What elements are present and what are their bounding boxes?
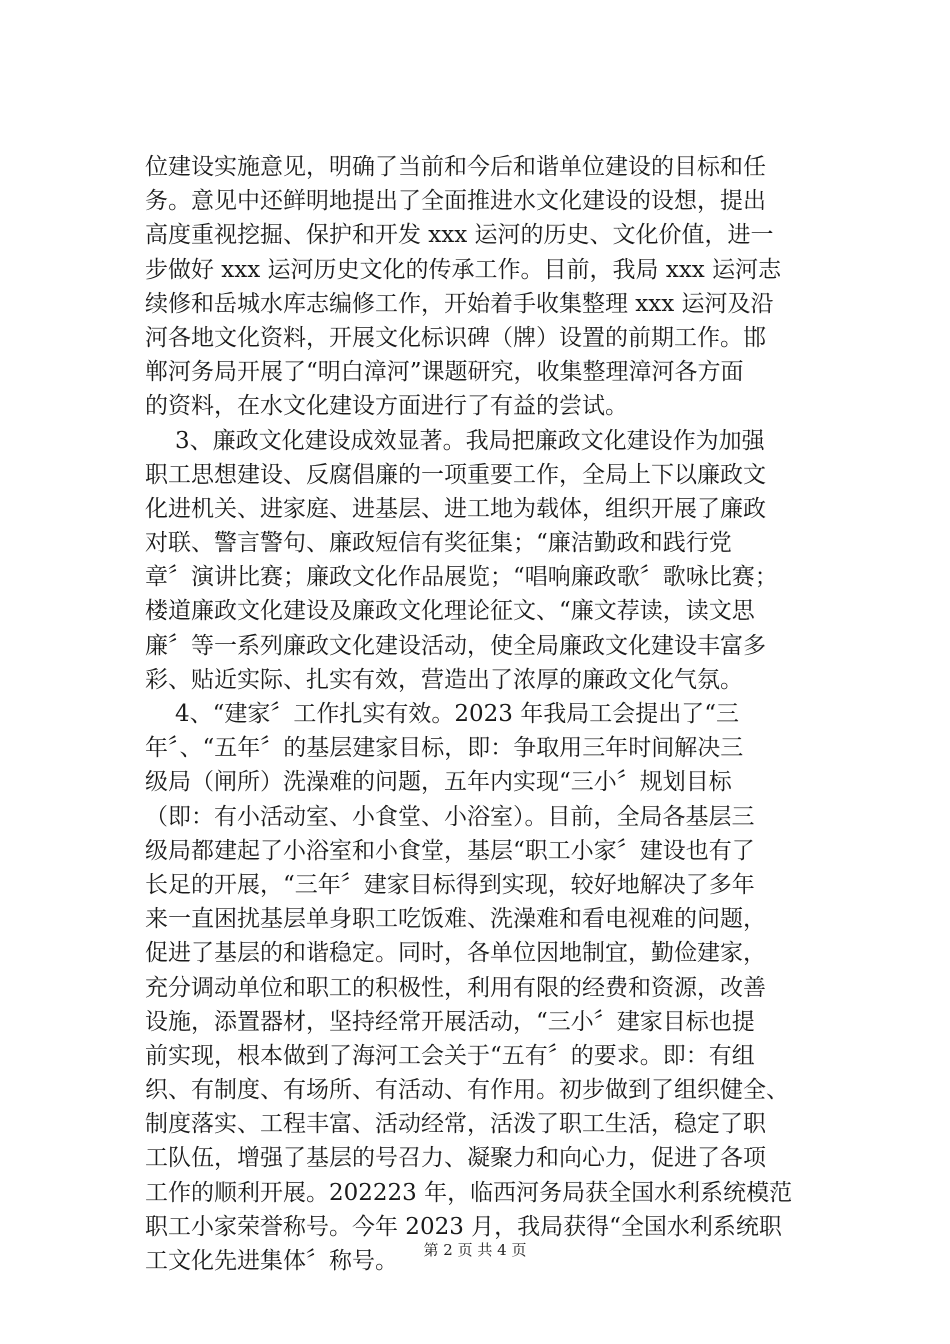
text-line: 制度落实、工程丰富、活动经常，活泼了职工生活，稳定了职 — [145, 1111, 766, 1138]
text-line: 充分调动单位和职工的积极性，利用有限的经费和资源，改善 — [145, 974, 766, 1001]
text-line: 织、有制度、有场所、有活动、有作用。初步做到了组织健全、 — [145, 1077, 789, 1104]
text-line: 续修和岳城水库志编修工作，开始着手收集整理 xxx 运河及沿 — [145, 290, 774, 317]
text-line: 章〞演讲比赛；廉政文化作品展览；“唱响廉政歌〞歌咏比赛； — [145, 564, 778, 591]
text-line: 工作的顺利开展。202223 年，临西河务局获全国水利系统模范 — [145, 1179, 793, 1206]
text-line: 职工小家荣誉称号。今年 2023 月，我局获得“全国水利系统职 — [145, 1213, 782, 1240]
text-line: 彩、贴近实际、扎实有效，营造出了浓厚的廉政文化气氛。 — [145, 666, 743, 693]
paragraph-3-first-line: 3、廉政文化建设成效显著。我局把廉政文化建设作为加强 — [175, 427, 765, 454]
text-line: 楼道廉政文化建设及廉政文化理论征文、“廉文荐读，读文思 — [145, 598, 755, 625]
text-line: 级局（闸所）洗澡难的问题，五年内实现“三小〞规划目标 — [145, 769, 732, 796]
text-line: 步做好 xxx 运河历史文化的传承工作。目前，我局 xxx 运河志 — [145, 256, 782, 283]
text-line: 位建设实施意见，明确了当前和今后和谐单位建设的目标和任 — [145, 154, 766, 180]
text-line: 郸河务局开展了“明白漳河”课题研究，收集整理漳河各方面 — [145, 359, 744, 386]
document-body — [145, 150, 815, 1278]
text-line: 工文化先进集体〞称号。 — [145, 1248, 398, 1274]
text-line: 化进机关、进家庭、进基层、进工地为载体，组织开展了廉政 — [145, 495, 766, 522]
text-line: 对联、警言警句、廉政短信有奖征集；“廉洁勤政和践行党 — [145, 530, 732, 557]
paragraph-4-first-line: 4、“建家〞工作扎实有效。2023 年我局工会提出了“三 — [175, 701, 739, 727]
text-line: 设施，添置器材，坚持经常开展活动，“三小〞建家目标也提 — [145, 1008, 755, 1035]
text-line: 职工思想建设、反腐倡廉的一项重要工作，全局上下以廉政文 — [145, 461, 766, 488]
text-line: 长足的开展，“三年〞建家目标得到实现，较好地解决了多年 — [145, 871, 755, 898]
text-line: 的资料，在水文化建设方面进行了有益的尝试。 — [145, 393, 628, 420]
text-line: 级局都建起了小浴室和小食堂，基层“职工小家〞建设也有了 — [145, 837, 755, 864]
text-line: 廉〞等一系列廉政文化建设活动，使全局廉政文化建设丰富多 — [145, 632, 766, 659]
text-line: 高度重视挖掘、保护和开发 xxx 运河的历史、文化价值，进一 — [145, 222, 774, 249]
text-line: （即：有小活动室、小食堂、小浴室）。目前，全局各基层三 — [145, 803, 755, 830]
text-line: 河各地文化资料，开展文化标识碑（牌）设置的前期工作。邯 — [145, 324, 766, 351]
text-line: 工队伍，增强了基层的号召力、凝聚力和向心力，促进了各项 — [145, 1145, 766, 1172]
text-line: 促进了基层的和谐稳定。同时，各单位因地制宜，勤俭建家， — [145, 940, 766, 967]
text-line: 年〞、“五年〞的基层建家目标，即：争取用三年时间解决三 — [145, 735, 744, 762]
text-line: 务。意见中还鲜明地提出了全面推进水文化建设的设想，提出 — [145, 188, 766, 215]
page-footer — [0, 1240, 950, 1260]
text-line: 来一直困扰基层单身职工吃饭难、洗澡难和看电视难的问题， — [145, 906, 766, 933]
text-line: 前实现，根本做到了海河工会关于“五有〞的要求。即：有组 — [145, 1042, 755, 1069]
page-number: 第 2 页 共 4 页 — [423, 1241, 527, 1259]
